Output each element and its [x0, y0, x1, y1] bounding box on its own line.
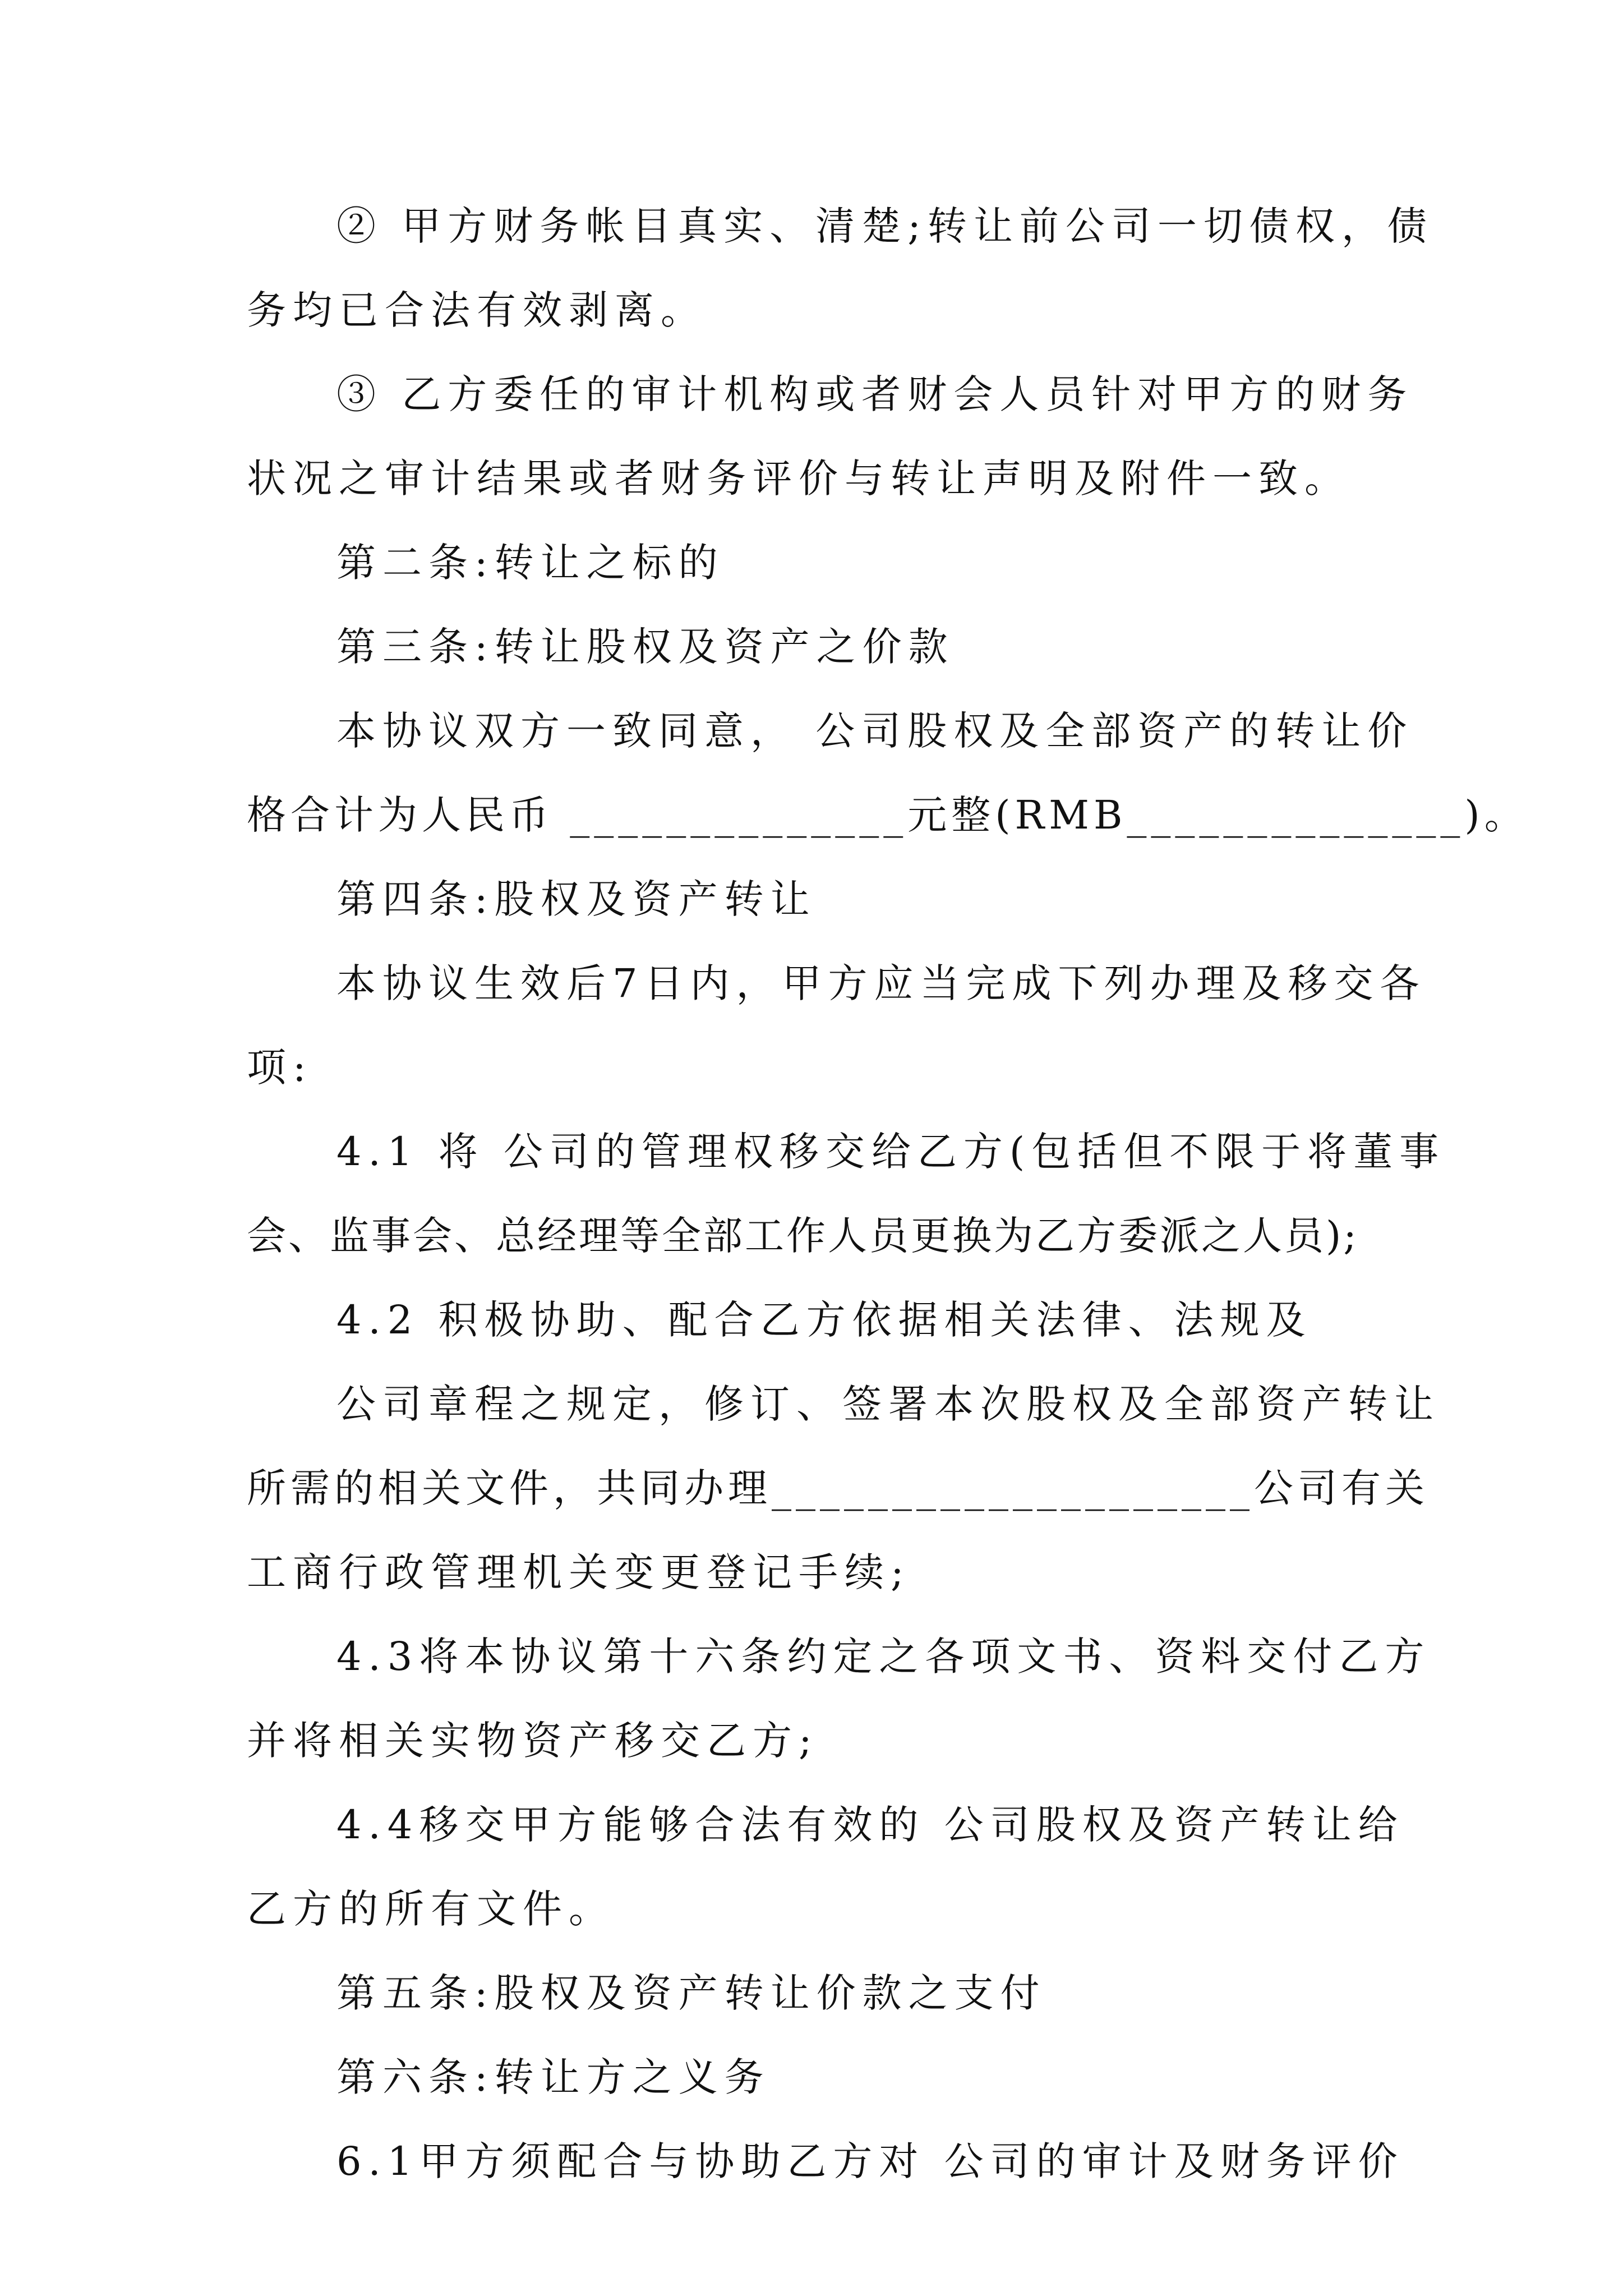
text-line-11: 项:	[247, 1045, 313, 1091]
article-3-heading: 第三条:转让股权及资产之价款	[336, 624, 955, 670]
clause-4-1: 4.1 将 公司的管理权移交给乙方(包括但不限于将董事	[336, 1129, 1446, 1175]
article-2-heading: 第二条:转让之标的	[336, 540, 725, 586]
clause-4-2: 4.2 积极协助、配合乙方依据相关法律、法规及	[336, 1297, 1312, 1343]
text-line-15: 公司章程之规定，修订、签署本次股权及全部资产转让	[336, 1381, 1440, 1427]
article-5-heading: 第五条:股权及资产转让价款之支付	[336, 1970, 1046, 2016]
text-line-19: 并将相关实物资产移交乙方;	[247, 1718, 819, 1764]
text-line-2: 务均已合法有效剥离。	[247, 287, 707, 333]
text-line-17: 工商行政管理机关变更登记手续;	[247, 1549, 911, 1595]
text-line-3: ③ 乙方委任的审计机构或者财会人员针对甲方的财务	[336, 371, 1414, 417]
text-line-16: 所需的相关文件，共同办理____________________公司有关	[247, 1465, 1429, 1511]
article-6-heading: 第六条:转让方之义务	[336, 2054, 771, 2100]
text-line-1: ② 甲方财务帐目真实、清楚;转让前公司一切债权，债	[336, 203, 1433, 249]
text-line-13: 会、监事会、总经理等全部工作人员更换为乙方委派之人员);	[247, 1213, 1359, 1259]
text-line-10: 本协议生效后7日内，甲方应当完成下列办理及移交各	[336, 960, 1426, 1006]
clause-4-4: 4.4移交甲方能够合法有效的 公司股权及资产转让给	[336, 1802, 1404, 1848]
price-line: 格合计为人民币 ______________元整(RMB______________)。	[247, 792, 1528, 838]
clause-4-3: 4.3将本协议第十六条约定之各项文书、资料交付乙方	[336, 1634, 1431, 1680]
text-line-4: 状况之审计结果或者财务评价与转让声明及附件一致。	[247, 455, 1350, 501]
article-4-heading: 第四条:股权及资产转让	[336, 876, 817, 922]
text-line-7: 本协议双方一致同意， 公司股权及全部资产的转让价	[336, 708, 1414, 754]
text-line-21: 乙方的所有文件。	[247, 1886, 615, 1932]
clause-6-1: 6.1甲方须配合与协助乙方对 公司的审计及财务评价	[336, 2138, 1404, 2184]
